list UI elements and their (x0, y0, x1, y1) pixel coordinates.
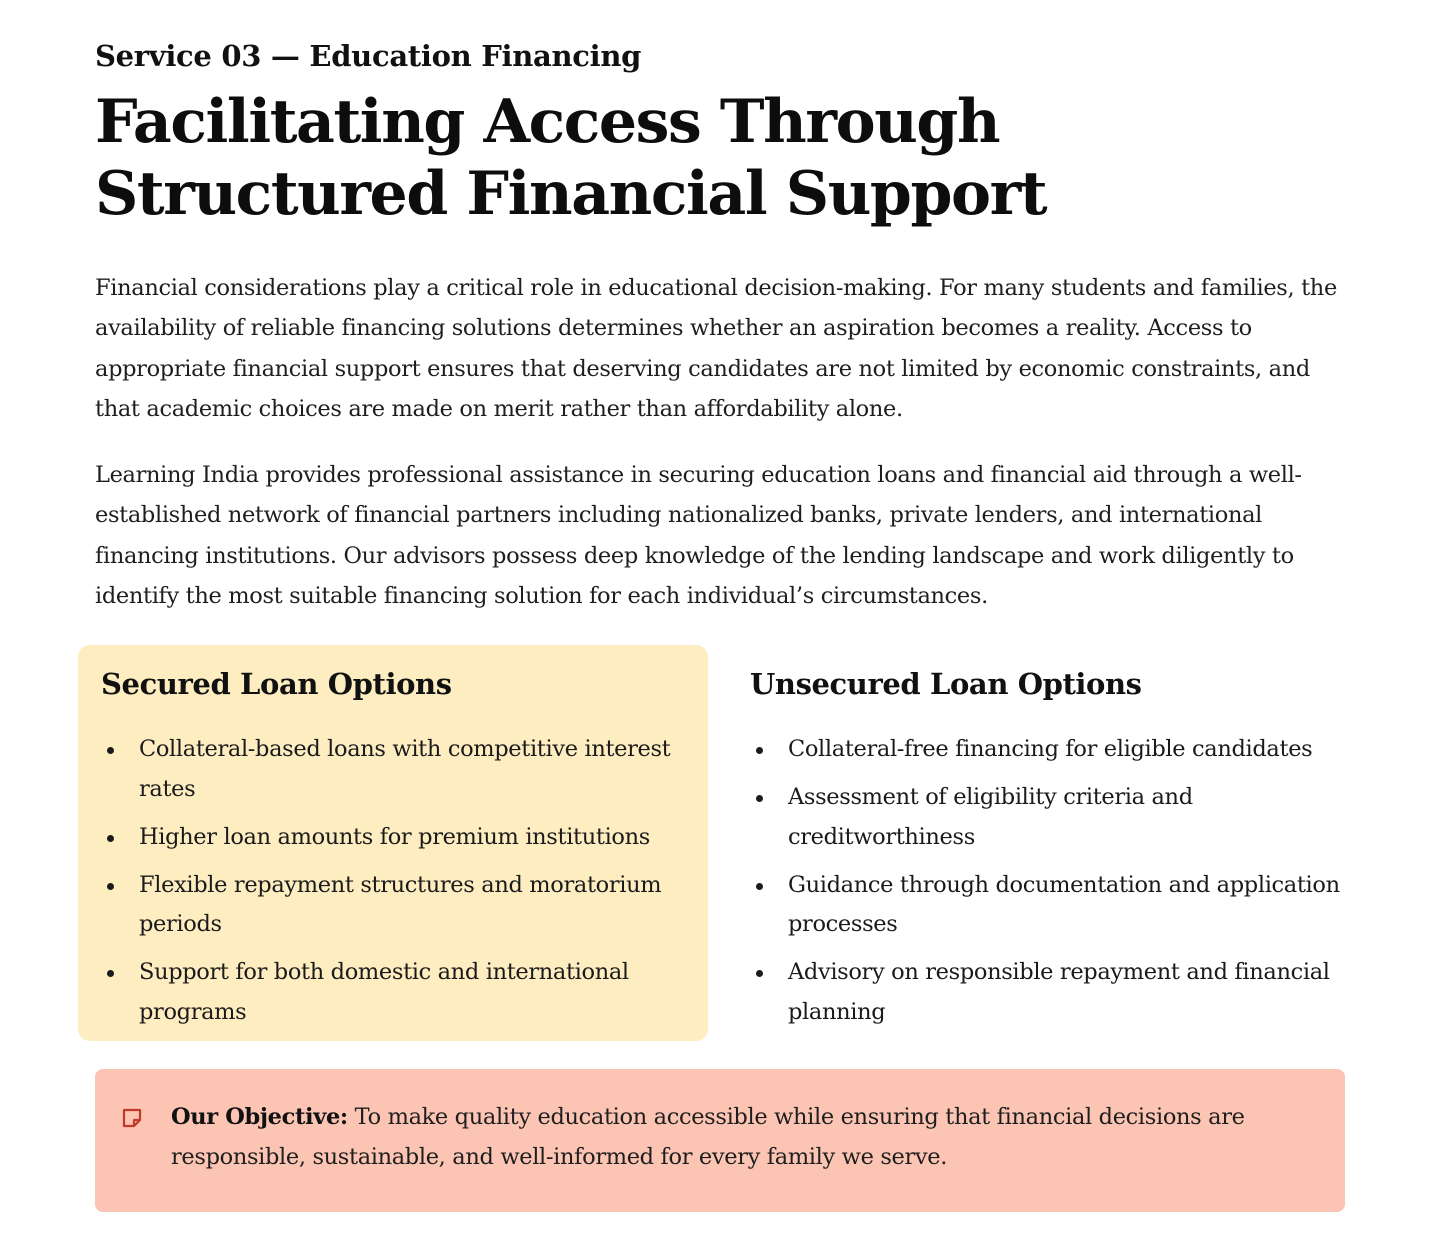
bullet-icon (756, 970, 763, 977)
secured-loan-list (101, 730, 684, 1033)
list-item (101, 818, 684, 858)
objective-callout (95, 1069, 1345, 1212)
service-eyebrow: Service 03 — Education Financing (95, 39, 642, 73)
secured-loan-card (78, 645, 708, 1041)
bullet-icon (107, 835, 114, 842)
list-item-text: Support for both domestic and international programs (139, 959, 629, 1026)
bullet-icon (756, 747, 763, 754)
list-item-text: Advisory on responsible repayment and financial planning (788, 959, 1330, 1026)
list-item-text: Collateral-based loans with competitive interest rates (139, 736, 671, 802)
sticky-note-icon (121, 1107, 143, 1129)
bullet-icon (107, 747, 114, 754)
list-item-text: Assessment of eligibility criteria and creditworthiness (788, 784, 1193, 850)
list-item (750, 866, 1367, 945)
bullet-icon (107, 970, 114, 977)
objective-text (171, 1097, 1305, 1178)
list-item (750, 953, 1367, 1032)
list-item (101, 866, 684, 945)
list-item-text: Flexible repayment structures and moratorium periods (139, 871, 662, 938)
unsecured-loan-heading: Unsecured Loan Options (750, 667, 1142, 701)
bullet-icon (756, 883, 763, 890)
list-item-text: Higher loan amounts for premium institutions (139, 823, 650, 850)
objective-label: Our Objective: (171, 1104, 348, 1130)
list-item (101, 730, 684, 809)
unsecured-loan-list (750, 730, 1367, 1033)
secured-loan-heading: Secured Loan Options (101, 667, 452, 701)
intro-paragraph-1: Financial considerations play a critical role in educational decision-making. For many students and families, the availability of reliable financing solutions determines whether an aspiration becomes a reality. Access to appropriate financial support ensures that deserving candidates are not limited by economic constraints, and that academic choices are made on merit rather than affordability alone. (95, 275, 1337, 423)
list-item (750, 730, 1367, 770)
list-item (101, 953, 684, 1032)
list-item-text: Collateral-free financing for eligible candidates (788, 736, 1313, 762)
list-item-text: Guidance through documentation and application processes (788, 871, 1340, 938)
list-item (750, 778, 1367, 857)
bullet-icon (107, 883, 114, 890)
bullet-icon (756, 795, 763, 802)
objective-body: To make quality education accessible while ensuring that financial decisions are responsible, sustainable, and well-informed for every family we serve. (171, 1104, 1245, 1171)
unsecured-loan-card (727, 645, 1367, 1041)
page-title: Facilitating Access Through Structured Financial Support (95, 87, 1047, 229)
intro-paragraph-2: Learning India provides professional assistance in securing education loans and financial aid through a well-established network of financial partners including nationalized banks, private lenders, and international financing institutions. Our advisors possess deep knowledge of the lending landscape and work diligently to identify the most suitable financing solution for each individual’s circumstances. (95, 462, 1302, 610)
